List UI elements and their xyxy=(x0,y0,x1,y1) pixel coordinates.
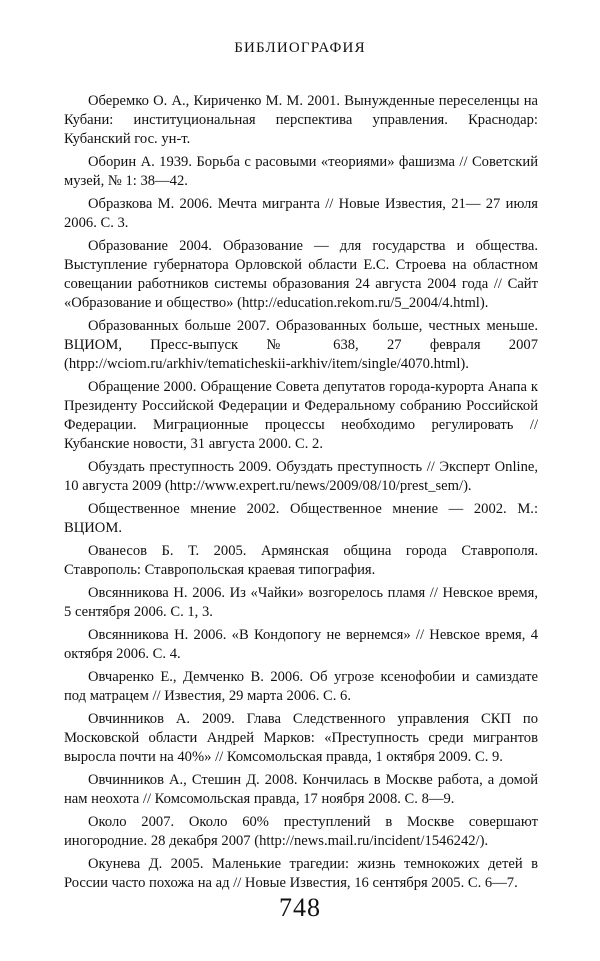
bibliography-entry: Оберемко О. А., Кириченко М. М. 2001. Вынужденные переселенцы на Кубани: институциональная перспектива управления. Краснодар: Кубанский гос. ун-т. xyxy=(64,93,538,147)
bibliography-list xyxy=(64,92,538,897)
bibliography-entry: Овчинников А. 2009. Глава Следственного управления СКП по Московской области Андрей Марков: «Преступность среди мигрантов выросла почти на 40%» // Комсомольская правда, 1 октября 2009. С. 9. xyxy=(64,711,538,765)
bibliography-entry: Общественное мнение 2002. Общественное мнение — 2002. М.: ВЦИОМ. xyxy=(64,501,538,536)
bibliography-entry: Около 2007. Около 60% преступлений в Москве совершают иногородние. 28 декабря 2007 (http://news.mail.ru/incident/1546242/). xyxy=(64,814,538,849)
bibliography-entry: Обращение 2000. Обращение Совета депутатов города-курорта Анапа к Президенту Российской Федерации и Федеральному собранию Российской Федерации. Миграционные процессы необходимо регулировать // Кубанские новости, 31 августа 2000. С. 2. xyxy=(64,379,538,452)
bibliography-entry: Овсянникова Н. 2006. «В Кондопогу не вернемся» // Невское время, 4 октября 2006. С. 4. xyxy=(64,627,538,662)
bibliography-entry: Окунева Д. 2005. Маленькие трагедии: жизнь темнокожих детей в России часто похожа на ад // Новые Известия, 16 сентября 2005. С. 6—7. xyxy=(64,856,538,891)
bibliography-entry: Овчаренко Е., Демченко В. 2006. Об угрозе ксенофобии и самиздате под матрацем // Известия, 29 марта 2006. С. 6. xyxy=(64,669,538,704)
page-number: 748 xyxy=(279,893,321,922)
running-head: БИБЛИОГРАФИЯ xyxy=(234,40,366,56)
bibliography-entry: Обуздать преступность 2009. Обуздать преступность // Эксперт Online, 10 августа 2009 (http://www.expert.ru/news/2009/08/10/prest_sem/). xyxy=(64,459,538,494)
bibliography-entry: Овчинников А., Стешин Д. 2008. Кончилась в Москве работа, а домой нам неохота // Комсомольская правда, 17 ноября 2008. С. 8—9. xyxy=(64,772,538,807)
bibliography-entry: Ованесов Б. Т. 2005. Армянская община города Ставрополя. Ставрополь: Ставропольская краевая типография. xyxy=(64,543,538,578)
bibliography-entry: Образкова М. 2006. Мечта мигранта // Новые Известия, 21— 27 июля 2006. С. 3. xyxy=(64,196,538,231)
bibliography-entry: Оборин А. 1939. Борьба с расовыми «теориями» фашизма // Советский музей, № 1: 38—42. xyxy=(64,154,538,189)
bibliography-entry: Образованных больше 2007. Образованных больше, честных меньше. ВЦИОМ, Пресс-выпуск № 638, 27 февраля 2007 (htpp://wciom.ru/arkhiv/tematicheskii-arkhiv/item/single/4070.html). xyxy=(64,318,538,372)
bibliography-entry: Образование 2004. Образование — для государства и общества. Выступление губернатора Орловской области Е.С. Строева на областном совещании работников системы образования 24 августа 2004 года // Сайт «Образование и общество» (http://education.rekom.ru/5_2004/4.html). xyxy=(64,238,538,311)
bibliography-entry: Овсянникова Н. 2006. Из «Чайки» возгорелось пламя // Невское время, 5 сентября 2006. С. 1, 3. xyxy=(64,585,538,620)
